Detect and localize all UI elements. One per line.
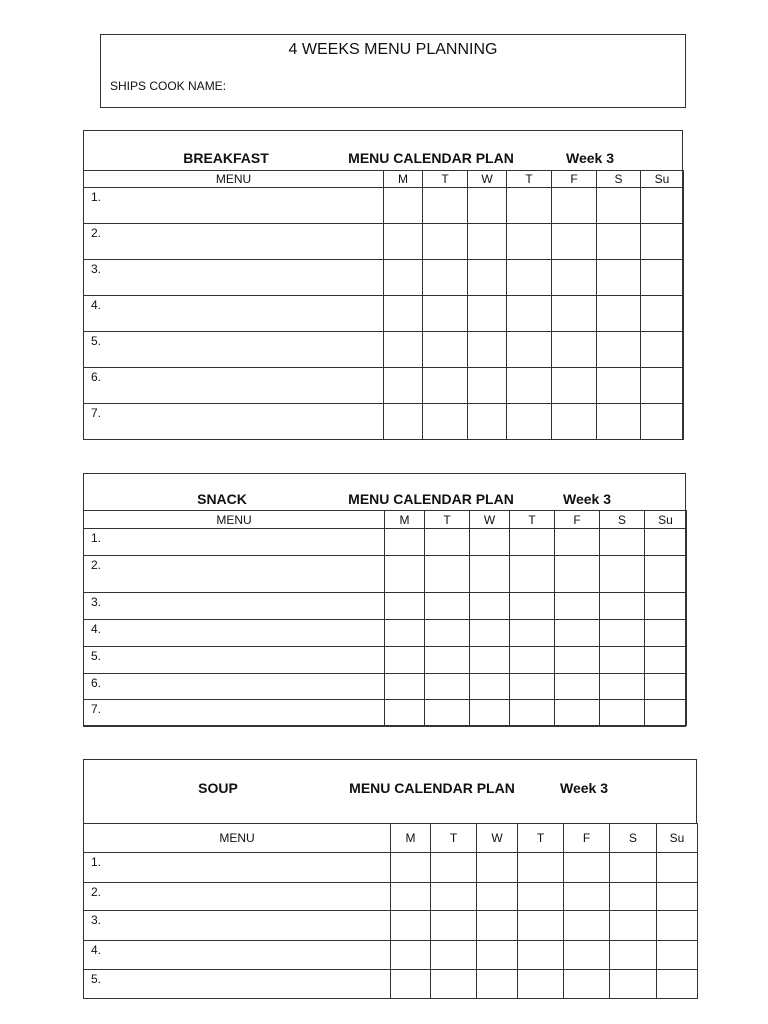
day-header-sun: Su bbox=[645, 511, 687, 529]
day-header-wed: W bbox=[470, 511, 510, 529]
day-cell[interactable] bbox=[385, 556, 425, 593]
day-cell[interactable] bbox=[657, 970, 698, 999]
day-cell[interactable] bbox=[552, 332, 597, 368]
day-cell[interactable] bbox=[555, 647, 600, 674]
day-cell[interactable] bbox=[431, 883, 477, 911]
day-cell[interactable] bbox=[431, 853, 477, 883]
breakfast-meal-title: BREAKFAST bbox=[183, 150, 269, 166]
day-header-fri: F bbox=[564, 824, 610, 853]
day-cell[interactable] bbox=[597, 368, 641, 404]
day-cell[interactable] bbox=[641, 224, 684, 260]
day-header-tue: T bbox=[423, 171, 468, 188]
day-cell[interactable] bbox=[645, 674, 687, 700]
day-header-fri: F bbox=[552, 171, 597, 188]
day-header-tue: T bbox=[431, 824, 477, 853]
day-header-thu: T bbox=[518, 824, 564, 853]
day-header-fri: F bbox=[555, 511, 600, 529]
day-header-mon: M bbox=[385, 511, 425, 529]
day-cell[interactable] bbox=[600, 700, 645, 726]
day-cell[interactable] bbox=[507, 224, 552, 260]
breakfast-week-label: Week 3 bbox=[566, 150, 614, 166]
day-cell[interactable] bbox=[385, 647, 425, 674]
day-cell[interactable] bbox=[552, 188, 597, 224]
day-cell[interactable] bbox=[391, 853, 431, 883]
day-cell[interactable] bbox=[384, 224, 423, 260]
day-header-mon: M bbox=[384, 171, 423, 188]
day-cell[interactable] bbox=[477, 883, 518, 911]
day-cell[interactable] bbox=[507, 368, 552, 404]
snack-grid bbox=[83, 510, 687, 726]
day-cell[interactable] bbox=[510, 556, 555, 593]
day-cell[interactable] bbox=[425, 700, 470, 726]
row-number: 2. bbox=[84, 883, 391, 911]
day-cell[interactable] bbox=[385, 529, 425, 556]
soup-grid bbox=[83, 823, 698, 999]
day-cell[interactable] bbox=[431, 941, 477, 970]
day-cell[interactable] bbox=[510, 647, 555, 674]
row-number: 1. bbox=[84, 853, 391, 883]
breakfast-plan bbox=[83, 130, 683, 440]
document-header bbox=[100, 34, 686, 108]
day-cell[interactable] bbox=[477, 941, 518, 970]
day-cell[interactable] bbox=[645, 593, 687, 620]
day-cell[interactable] bbox=[518, 911, 564, 941]
day-cell[interactable] bbox=[555, 674, 600, 700]
day-cell[interactable] bbox=[510, 674, 555, 700]
row-number: 7. bbox=[84, 700, 385, 726]
day-cell[interactable] bbox=[518, 853, 564, 883]
day-cell[interactable] bbox=[610, 911, 657, 941]
day-cell[interactable] bbox=[423, 368, 468, 404]
day-cell[interactable] bbox=[470, 647, 510, 674]
day-cell[interactable] bbox=[431, 911, 477, 941]
table-row bbox=[84, 700, 687, 726]
row-number: 6. bbox=[84, 674, 385, 700]
day-cell[interactable] bbox=[555, 700, 600, 726]
day-cell[interactable] bbox=[468, 404, 507, 440]
day-cell[interactable] bbox=[477, 911, 518, 941]
row-number: 4. bbox=[84, 620, 385, 647]
menu-column-header: MENU bbox=[84, 824, 391, 853]
day-cell[interactable] bbox=[641, 296, 684, 332]
table-row bbox=[84, 188, 684, 224]
table-row bbox=[84, 556, 687, 593]
table-row bbox=[84, 647, 687, 674]
table-row bbox=[84, 970, 698, 999]
day-cell[interactable] bbox=[645, 529, 687, 556]
day-cell[interactable] bbox=[552, 260, 597, 296]
row-number: 2. bbox=[84, 556, 385, 593]
day-cell[interactable] bbox=[597, 224, 641, 260]
table-row bbox=[84, 368, 684, 404]
day-cell[interactable] bbox=[385, 674, 425, 700]
table-row bbox=[84, 224, 684, 260]
breakfast-column-header bbox=[84, 171, 684, 188]
day-cell[interactable] bbox=[552, 404, 597, 440]
row-number: 3. bbox=[84, 593, 385, 620]
day-cell[interactable] bbox=[641, 188, 684, 224]
day-cell[interactable] bbox=[552, 296, 597, 332]
day-header-sat: S bbox=[597, 171, 641, 188]
day-cell[interactable] bbox=[470, 556, 510, 593]
day-cell[interactable] bbox=[510, 529, 555, 556]
row-number: 3. bbox=[84, 911, 391, 941]
table-row bbox=[84, 529, 687, 556]
day-cell[interactable] bbox=[468, 368, 507, 404]
day-cell[interactable] bbox=[384, 332, 423, 368]
day-header-sun: Su bbox=[657, 824, 698, 853]
day-cell[interactable] bbox=[391, 883, 431, 911]
soup-plan-label: MENU CALENDAR PLAN bbox=[349, 780, 515, 796]
day-cell[interactable] bbox=[423, 188, 468, 224]
day-cell[interactable] bbox=[610, 970, 657, 999]
table-row bbox=[84, 593, 687, 620]
day-cell[interactable] bbox=[645, 647, 687, 674]
row-number: 1. bbox=[84, 188, 384, 224]
day-cell[interactable] bbox=[555, 620, 600, 647]
table-row bbox=[84, 883, 698, 911]
day-cell[interactable] bbox=[468, 296, 507, 332]
day-cell[interactable] bbox=[610, 941, 657, 970]
day-cell[interactable] bbox=[468, 332, 507, 368]
row-number: 4. bbox=[84, 296, 384, 332]
day-header-wed: W bbox=[468, 171, 507, 188]
row-number: 3. bbox=[84, 260, 384, 296]
day-cell[interactable] bbox=[384, 368, 423, 404]
day-cell[interactable] bbox=[610, 883, 657, 911]
day-cell[interactable] bbox=[384, 296, 423, 332]
day-cell[interactable] bbox=[507, 260, 552, 296]
row-number: 4. bbox=[84, 941, 391, 970]
snack-plan-label: MENU CALENDAR PLAN bbox=[348, 491, 514, 507]
day-header-sat: S bbox=[610, 824, 657, 853]
day-cell[interactable] bbox=[507, 296, 552, 332]
day-cell[interactable] bbox=[425, 529, 470, 556]
day-cell[interactable] bbox=[510, 593, 555, 620]
day-cell[interactable] bbox=[510, 620, 555, 647]
table-row bbox=[84, 404, 684, 440]
day-cell[interactable] bbox=[597, 188, 641, 224]
day-cell[interactable] bbox=[510, 700, 555, 726]
table-row bbox=[84, 332, 684, 368]
day-cell[interactable] bbox=[641, 260, 684, 296]
day-cell[interactable] bbox=[385, 620, 425, 647]
day-cell[interactable] bbox=[423, 260, 468, 296]
day-cell[interactable] bbox=[425, 593, 470, 620]
day-cell[interactable] bbox=[610, 853, 657, 883]
breakfast-grid bbox=[83, 170, 684, 440]
day-cell[interactable] bbox=[645, 556, 687, 593]
day-cell[interactable] bbox=[600, 620, 645, 647]
day-header-thu: T bbox=[510, 511, 555, 529]
day-cell[interactable] bbox=[507, 188, 552, 224]
day-cell[interactable] bbox=[597, 260, 641, 296]
table-row bbox=[84, 674, 687, 700]
snack-plan bbox=[83, 473, 686, 727]
day-cell[interactable] bbox=[470, 593, 510, 620]
row-number: 5. bbox=[84, 970, 391, 999]
day-cell[interactable] bbox=[477, 970, 518, 999]
day-cell[interactable] bbox=[555, 556, 600, 593]
row-number: 5. bbox=[84, 332, 384, 368]
soup-column-header bbox=[84, 824, 698, 853]
day-cell[interactable] bbox=[552, 224, 597, 260]
day-cell[interactable] bbox=[564, 970, 610, 999]
cook-name-label: SHIPS COOK NAME: bbox=[110, 79, 227, 93]
day-cell[interactable] bbox=[391, 911, 431, 941]
table-row bbox=[84, 620, 687, 647]
day-cell[interactable] bbox=[507, 404, 552, 440]
day-cell[interactable] bbox=[600, 529, 645, 556]
document-title: 4 WEEKS MENU PLANNING bbox=[288, 41, 498, 58]
day-cell[interactable] bbox=[657, 883, 698, 911]
day-cell[interactable] bbox=[597, 404, 641, 440]
day-cell[interactable] bbox=[645, 700, 687, 726]
snack-column-header bbox=[84, 511, 687, 529]
day-cell[interactable] bbox=[507, 332, 552, 368]
day-cell[interactable] bbox=[555, 529, 600, 556]
day-cell[interactable] bbox=[564, 883, 610, 911]
table-row bbox=[84, 941, 698, 970]
row-number: 6. bbox=[84, 368, 384, 404]
soup-plan bbox=[83, 759, 697, 824]
day-cell[interactable] bbox=[564, 853, 610, 883]
row-number: 5. bbox=[84, 647, 385, 674]
day-header-sat: S bbox=[600, 511, 645, 529]
day-cell[interactable] bbox=[645, 620, 687, 647]
day-header-thu: T bbox=[507, 171, 552, 188]
day-cell[interactable] bbox=[470, 674, 510, 700]
day-cell[interactable] bbox=[657, 853, 698, 883]
day-cell[interactable] bbox=[385, 593, 425, 620]
day-cell[interactable] bbox=[597, 332, 641, 368]
day-cell[interactable] bbox=[657, 941, 698, 970]
day-header-wed: W bbox=[477, 824, 518, 853]
day-cell[interactable] bbox=[425, 556, 470, 593]
day-cell[interactable] bbox=[384, 188, 423, 224]
day-cell[interactable] bbox=[518, 941, 564, 970]
day-cell[interactable] bbox=[425, 674, 470, 700]
day-cell[interactable] bbox=[657, 911, 698, 941]
day-cell[interactable] bbox=[468, 224, 507, 260]
table-row bbox=[84, 911, 698, 941]
day-cell[interactable] bbox=[384, 404, 423, 440]
snack-meal-title: SNACK bbox=[197, 491, 247, 507]
day-cell[interactable] bbox=[552, 368, 597, 404]
day-cell[interactable] bbox=[600, 674, 645, 700]
table-row bbox=[84, 853, 698, 883]
day-cell[interactable] bbox=[600, 647, 645, 674]
row-number: 1. bbox=[84, 529, 385, 556]
table-row bbox=[84, 260, 684, 296]
day-cell[interactable] bbox=[423, 296, 468, 332]
day-cell[interactable] bbox=[431, 970, 477, 999]
snack-plan-header bbox=[84, 474, 685, 511]
menu-column-header: MENU bbox=[84, 171, 384, 188]
day-cell[interactable] bbox=[518, 883, 564, 911]
soup-meal-title: SOUP bbox=[198, 780, 238, 796]
snack-week-label: Week 3 bbox=[563, 491, 611, 507]
soup-plan-header bbox=[84, 760, 696, 824]
day-header-tue: T bbox=[425, 511, 470, 529]
day-cell[interactable] bbox=[391, 941, 431, 970]
day-header-sun: Su bbox=[641, 171, 684, 188]
table-row bbox=[84, 296, 684, 332]
day-cell[interactable] bbox=[423, 404, 468, 440]
day-cell[interactable] bbox=[468, 260, 507, 296]
breakfast-plan-header bbox=[84, 131, 682, 171]
day-cell[interactable] bbox=[477, 853, 518, 883]
day-cell[interactable] bbox=[470, 700, 510, 726]
day-cell[interactable] bbox=[597, 296, 641, 332]
day-cell[interactable] bbox=[600, 593, 645, 620]
day-cell[interactable] bbox=[641, 332, 684, 368]
day-cell[interactable] bbox=[564, 911, 610, 941]
menu-column-header: MENU bbox=[84, 511, 385, 529]
day-cell[interactable] bbox=[470, 620, 510, 647]
breakfast-plan-label: MENU CALENDAR PLAN bbox=[348, 150, 514, 166]
day-cell[interactable] bbox=[384, 260, 423, 296]
day-cell[interactable] bbox=[423, 332, 468, 368]
day-cell[interactable] bbox=[518, 970, 564, 999]
day-cell[interactable] bbox=[391, 970, 431, 999]
day-cell[interactable] bbox=[425, 620, 470, 647]
row-number: 2. bbox=[84, 224, 384, 260]
day-cell[interactable] bbox=[425, 647, 470, 674]
day-cell[interactable] bbox=[423, 224, 468, 260]
row-number: 7. bbox=[84, 404, 384, 440]
day-cell[interactable] bbox=[564, 941, 610, 970]
day-cell[interactable] bbox=[385, 700, 425, 726]
day-cell[interactable] bbox=[555, 593, 600, 620]
day-cell[interactable] bbox=[641, 368, 684, 404]
day-cell[interactable] bbox=[600, 556, 645, 593]
day-cell[interactable] bbox=[468, 188, 507, 224]
soup-week-label: Week 3 bbox=[560, 780, 608, 796]
day-cell[interactable] bbox=[470, 529, 510, 556]
day-header-mon: M bbox=[391, 824, 431, 853]
day-cell[interactable] bbox=[641, 404, 684, 440]
